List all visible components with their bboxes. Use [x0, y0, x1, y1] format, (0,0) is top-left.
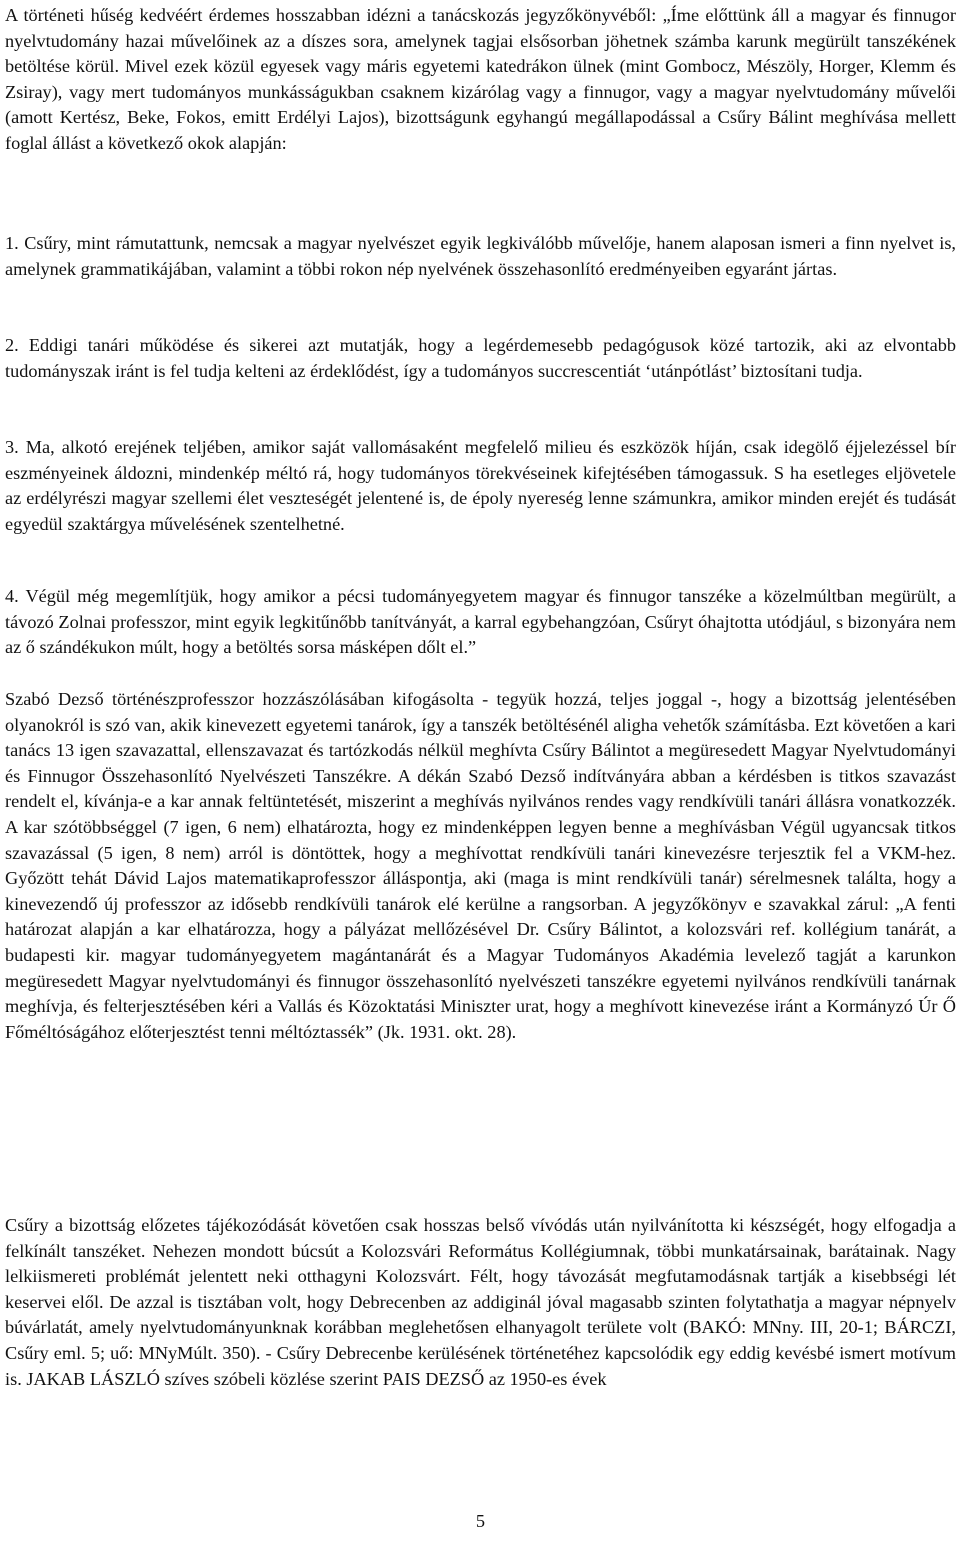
document-page [5, 0, 956, 1541]
paragraph-csury-decision: Csűry a bizottság előzetes tájékozódását követően csak hosszas belső vívódás után nyilvánította ki készségét, hogy elfogadja a felkínált tanszéket. Nehezen mondott búcsút a Kolozsvári Református Kollégiumnak, többi munkatársainak, barátainak. Nagy lelkiismereti problémát jelentett neki otthagyni Kolozsvárt. Félt, hogy távozását megfutamodásnak tartják a kisebbségi lét keservei elől. De azzal is tisztában volt, hogy Debrecenben az addiginál jóval magasabb szinten folytathatja a magyar népnyelv búvárlatát, amely nyelvtudományunknak korábban meglehetősen elhanyagolt területe volt (BAKÓ: MNny. III, 20-1; BÁRCZI, Csűry eml. 5; uő: MNyMúlt. 350). - Csűry Debrecenbe kerülésének történetéhez kapcsolódik egy eddig kevésbé ismert motívum is. JAKAB LÁSZLÓ szíves szóbeli közlése szerint PAIS DEZSŐ az 1950-es évek [5, 1215, 956, 1389]
paragraph-reason-2: 2. Eddigi tanári működése és sikerei azt mutatják, hogy a legérdemesebb pedagógusok közé tartozik, aki az elvontabb tudományszak iránt is fel tudja kelteni az érdeklődést, így a tudományos succrescentiát ‘utánpótlást’ biztosítani tudja. [5, 335, 956, 381]
paragraph-reason-3: 3. Ma, alkotó erejének teljében, amikor saját vallomásaként megfelelő milieu és eszközök híján, csak idegölő éjjelezéssel bír eszményeinek áldozni, mindenkép méltó rá, hogy tudományos törekvéseinek kifejtésében támogassuk. S ha esetleges eljövetele az erdélyrészi magyar szellemi élet veszteségét jelentené is, de époly nyereség lenne számunkra, amikor minden erejét és tudását egyedül szaktárgya művelésének szentelhetné. [5, 437, 956, 534]
paragraph-faculty-vote: Szabó Dezső történészprofesszor hozzászólásában kifogásolta - tegyük hozzá, teljes joggal -, hogy a bizottság jelentésében olyanokról is szó van, akik kinevezett egyetemi tanárok, így a tanszék betöltésénél aligha vehetők számításba. Ezt követően a kari tanács 13 igen szavazattal, ellenszavazat és tartózkodás nélkül meghívta Csűry Bálintot a megüresedett Magyar Nyelvtudományi és Finnugor Összehasonlító Nyelvészeti Tanszékre. A dékán Szabó Dezső indítványára abban a kérdésben is titkos szavazást rendelt el, kívánja-e a kar annak feltüntetését, miszerint a meghívás nyilvános rendes vagy rendkívüli tanári állásra vonatkozzék. A kar szótöbbséggel (7 igen, 6 nem) elhatározta, hogy ez mindenképpen legyen benne a meghívásban Végül ugyancsak titkos szavazással (5 igen, 8 nem) arról is döntöttek, hogy a meghívottat rendkívüli tanári kinevezésre terjesztik fel a VKM-hez. Győzött tehát Dávid Lajos matematikaprofesszor álláspontja, aki (maga is mint rendkívüli tanár) sérelmesnek találta, hogy a kinevezendő új professzor az idősebb rendkívüli tanárok elé kerülne a rangsorban. A jegyzőkönyv e szavakkal zárul: „A fenti határozat alapján a kar elhatározza, hogy a pályázat mellőzésével Dr. Csűry Bálintot, a kolozsvári ref. kollégium tanárát, a budapesti kir. magyar tudományegyetem magántanárát és a Magyar Tudományos Akadémia levelező tagját a karunkon megüresedett Magyar nyelvtudományi és finnugor összehasonlító nyelvészeti tanszékre egyetemi nyilvános rendkívüli tanárnak meghívja, és felterjesztésében kéri a Vallás és Közoktatási Miniszter urat, hogy a meghívott kinevezése iránt a Kormányzó Úr Ő Főméltóságához előterjesztést tenni méltóztassék” (Jk. 1931. okt. 28). [5, 689, 956, 1042]
paragraph-reason-1: 1. Csűry, mint rámutattunk, nemcsak a magyar nyelvészet egyik legkiválóbb művelője, hanem alaposan ismeri a finn nyelvet is, amelynek grammatikájában, valamint a többi rokon nép nyelvének összehasonlító eredményeiben egyaránt jártas. [5, 233, 956, 279]
paragraph-reason-4: 4. Végül még megemlítjük, hogy amikor a pécsi tudományegyetem magyar és finnugor tanszéke a közelmúltban megürült, a távozó Zolnai professzor, mint egyik legkitűnőbb tanítványát, a karral egybehangzóan, Csűryt óhajtotta utódjául, s bizonyára nem az ő szándékukon múlt, hogy a betöltés sorsa másképen dőlt el.” [5, 586, 956, 658]
paragraph-protocol-quote: A történeti hűség kedvéért érdemes hosszabban idézni a tanácskozás jegyzőkönyvéből: „Íme előttünk áll a magyar és finnugor nyelvtudomány hazai művelőinek az a díszes sora, amelynek tagjai elsősorban jöhetnek számba karunk megürült tanszékének betöltése körül. Mivel ezek közül egyesek vagy máris egyetemi katedrákon ülnek (mint Gombocz, Mészöly, Horger, Klemm és Zsiray), vagy mert tudományos munkásságukban csaknem kizárólag vagy a finnugor, vagy a magyar nyelvtudomány művelői (amott Kertész, Beke, Fokos, emitt Erdélyi Lajos), bizottságunk egyhangú megállapodással a Csűry Bálint meghívása mellett foglal állást a következő okok alapján: [5, 5, 956, 153]
page-number: 5 [475, 1511, 486, 1531]
